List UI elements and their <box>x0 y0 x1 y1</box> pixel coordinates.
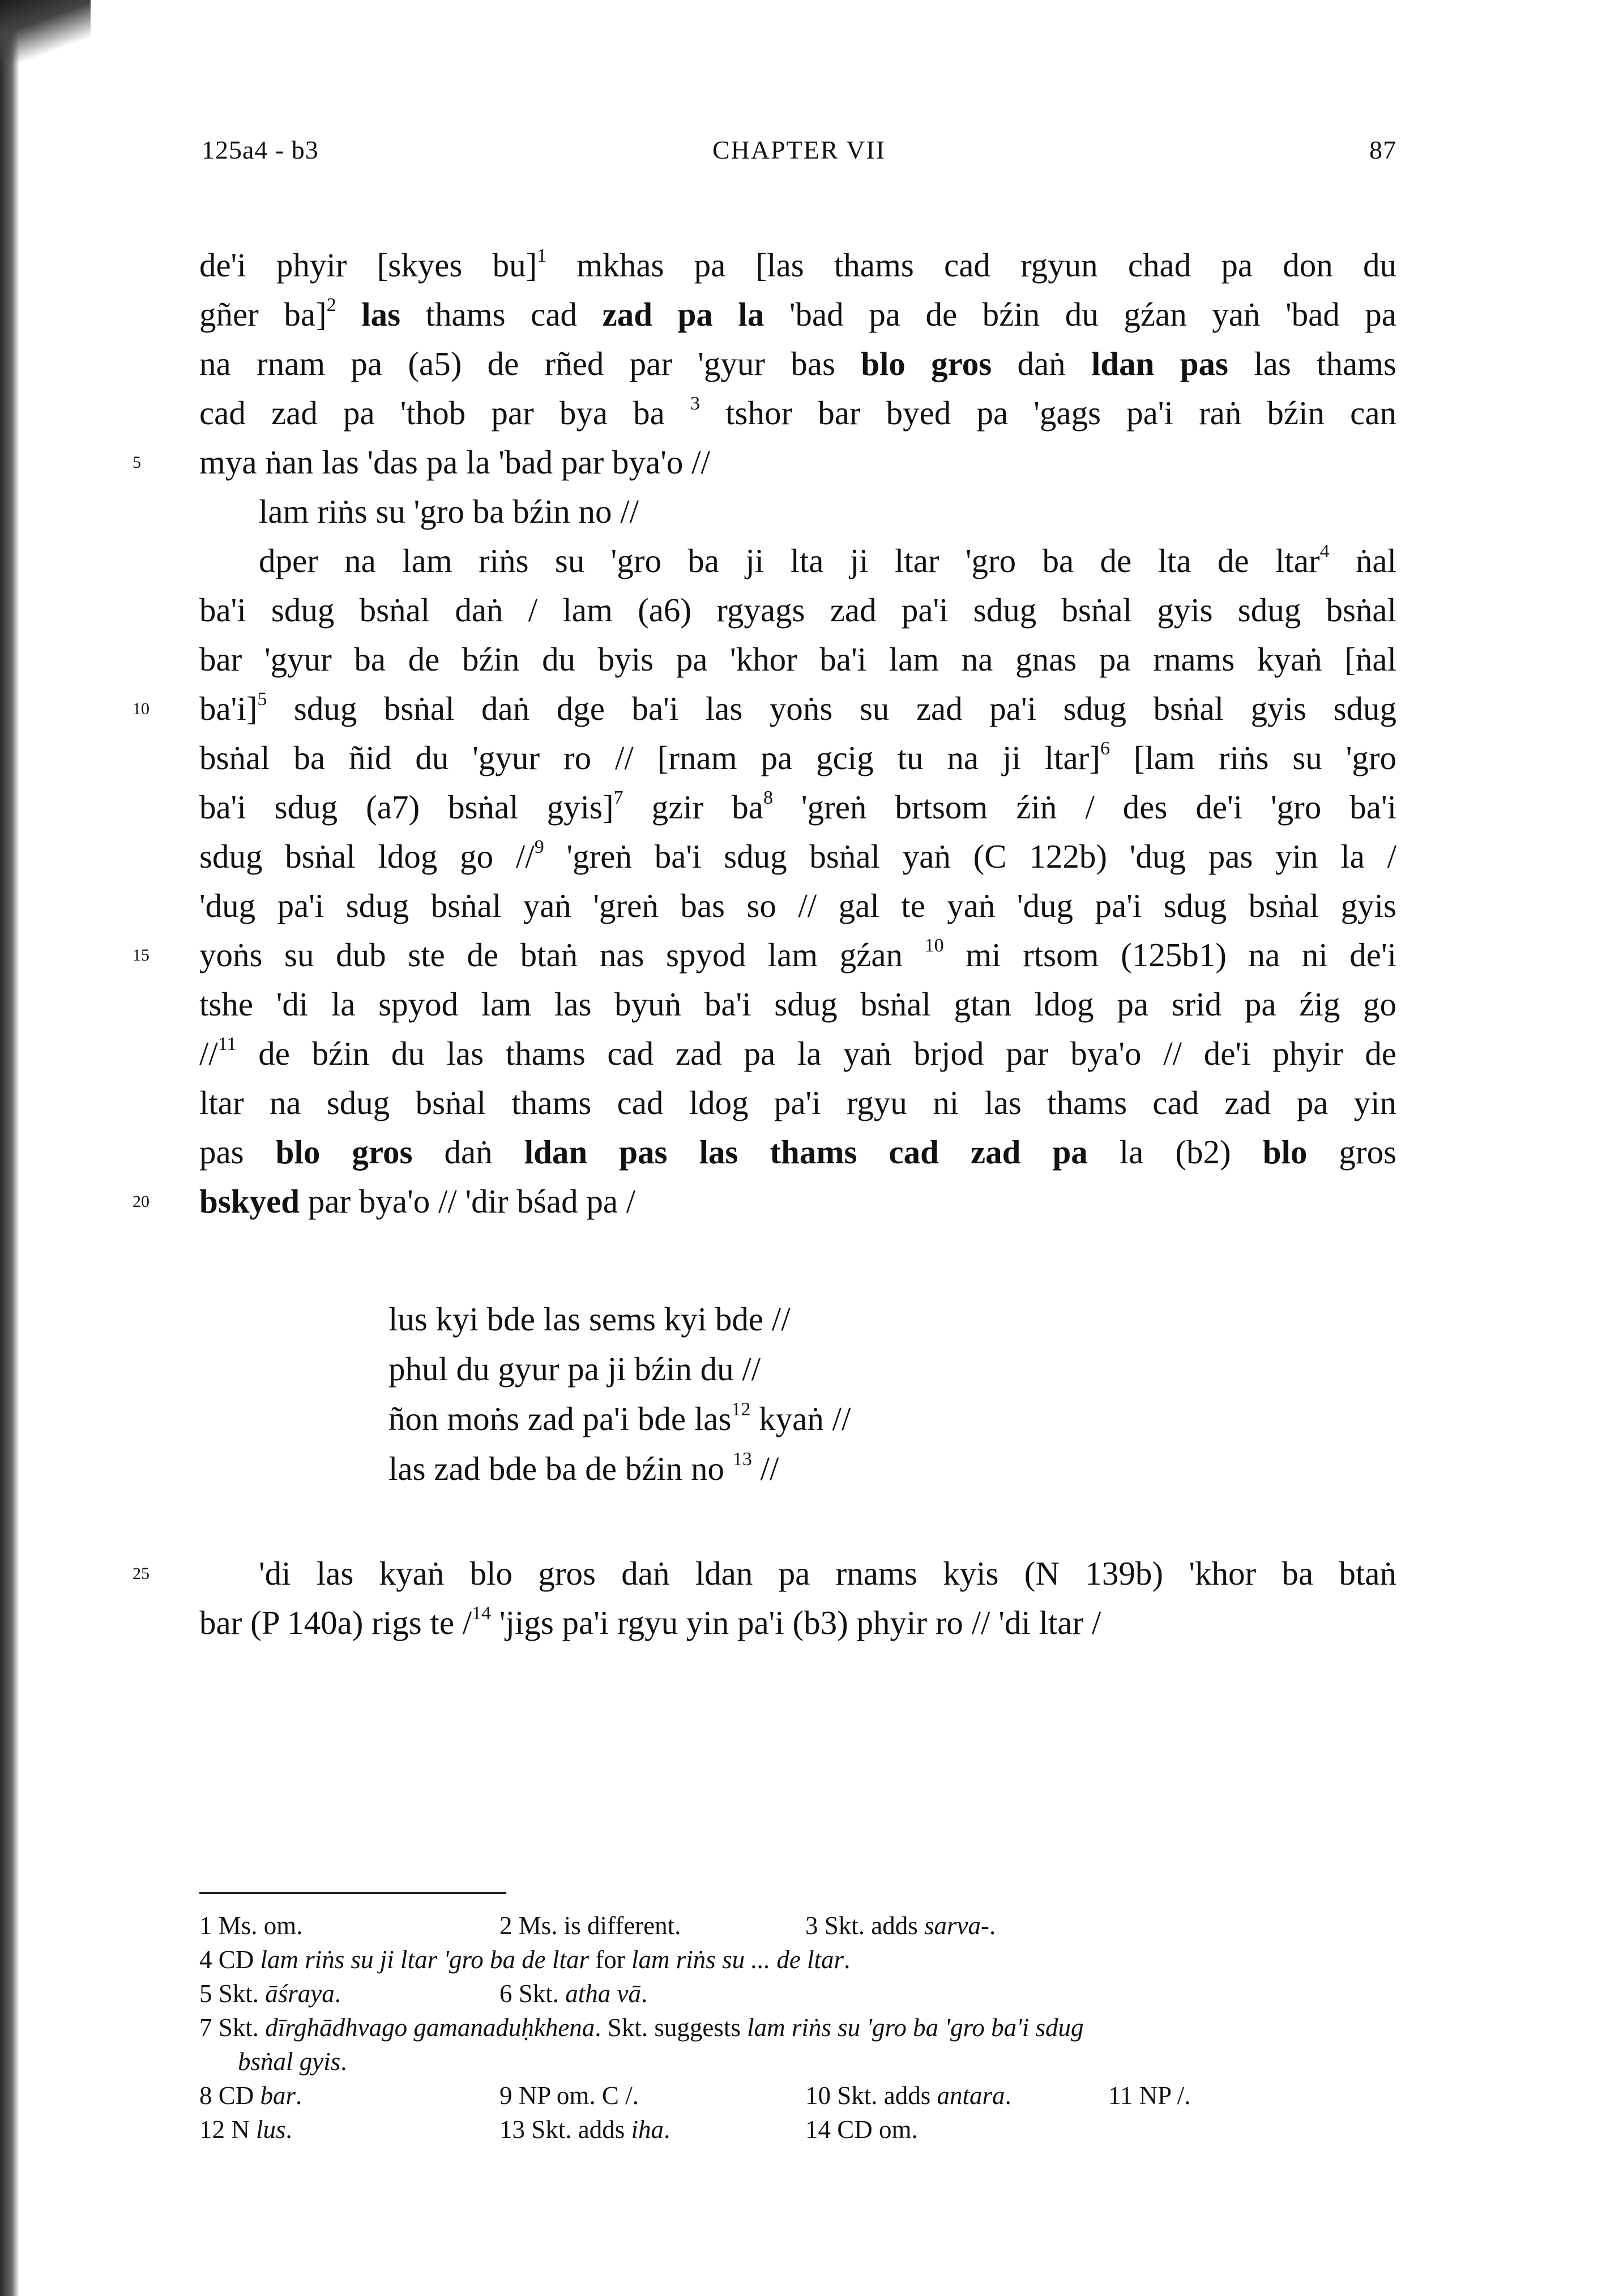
line-text: 'dug pa'i sdug bsṅal yaṅ 'greṅ bas so // gal te yaṅ 'dug pa'i sdug bsṅal gyis <box>199 887 1396 924</box>
footnote-row <box>199 2079 1396 2113</box>
paragraph-1-line <box>133 438 1396 487</box>
line-number: 5 <box>133 453 141 472</box>
line-text: gñer ba]$^2$ las thams cad zad pa la 'bad pa de bźin du gźan yaṅ 'bad pa <box>199 295 1396 333</box>
paragraph-2-line <box>199 1029 1396 1078</box>
paragraph-1-line <box>199 241 1396 290</box>
folio-reference: 125a4 - b3 <box>202 135 319 164</box>
line-text: na rnam pa (a5) de rñed par 'gyur bas blo gros daṅ ldan pas las thams <box>199 345 1396 382</box>
line-number: 15 <box>133 946 150 965</box>
footnote: 1 Ms. om. <box>199 1911 303 1940</box>
footnote: 3 Skt. adds sarva-. <box>805 1911 996 1940</box>
paragraph-2-line <box>133 684 1396 733</box>
paragraph-1 <box>133 241 1397 487</box>
verse-line: phul du gyur pa ji bźin du // <box>388 1350 761 1388</box>
line-text: bar (P 140a) rigs te /$^{14}$ 'jigs pa'i rgyu yin pa'i (b3) phyir ro // 'di ltar / <box>199 1603 1101 1641</box>
paragraph-2 <box>133 536 1397 1226</box>
verse-block <box>388 1294 851 1493</box>
page-number: 87 <box>1369 135 1396 164</box>
line-number: 20 <box>133 1192 150 1211</box>
paragraph-2-line <box>133 1177 1396 1226</box>
line-text: tshe 'di la spyod lam las byuṅ ba'i sdug bsṅal gtan ldog pa srid pa źig go <box>199 985 1396 1023</box>
verse-line: ñon moṅs zad pa'i bde las$^{12}$ kyaṅ // <box>388 1399 851 1437</box>
paragraph-2-line <box>199 536 1396 586</box>
footnotes <box>199 1909 1396 2146</box>
line-text: ltar na sdug bsṅal thams cad ldog pa'i rgyu ni las thams cad zad pa yin <box>199 1084 1396 1121</box>
paragraph-2-line <box>199 1078 1396 1128</box>
line-text: //$^{11}$ de bźin du las thams cad zad pa la yaṅ brjod par bya'o // de'i phyir de <box>199 1034 1396 1072</box>
paragraph-2-line <box>199 832 1396 881</box>
line-text: pas blo gros daṅ ldan pas las thams cad zad pa la (b2) blo gros <box>199 1133 1397 1171</box>
line-text: bar 'gyur ba de bźin du byis pa 'khor ba'i lam na gnas pa rnams kyaṅ [ṅal <box>199 641 1396 678</box>
line-text: mya ṅan las 'das pa la 'bad par bya'o // <box>199 443 710 481</box>
line-text: bskyed par bya'o // 'dir bśad pa / <box>199 1183 636 1220</box>
footnote: 8 CD bar. <box>199 2081 302 2110</box>
paragraph-1-line <box>199 290 1396 339</box>
paragraph-1b <box>199 487 1396 536</box>
page-corner-shadow <box>0 0 91 68</box>
line-text: 'di las kyaṅ blo gros daṅ ldan pa rnams kyis (N 139b) 'khor ba btaṅ <box>259 1555 1396 1592</box>
line-text: ba'i sdug (a7) bsṅal gyis]$^7$ gzir $ba^8$ 'greṅ brtsom źiṅ / des de'i 'gro ba'i <box>199 787 1396 826</box>
footnote-row <box>199 1943 1396 1977</box>
line-text: ba'i]$^5$ sdug bsṅal daṅ dge ba'i las yoṅs su zad pa'i sdug bsṅal gyis sdug <box>199 689 1396 727</box>
line-text: cad zad pa 'thob par bya ba $^3$ tshor bar byed pa 'gags pa'i raṅ bźin can <box>199 393 1397 432</box>
page-header <box>202 135 1396 174</box>
footnote: 10 Skt. adds antara. <box>805 2081 1011 2110</box>
footnote: bsṅal gyis. <box>238 2047 347 2076</box>
paragraph-2-line <box>199 635 1396 684</box>
line-number: 10 <box>133 699 150 718</box>
paragraph-2-line <box>199 980 1396 1029</box>
footnote: 6 Skt. atha vā. <box>499 1979 648 2008</box>
paragraph-3-line <box>133 1549 1396 1598</box>
line-text: sdug bsṅal ldog go //$^9$ 'greṅ ba'i sdug bsṅal yaṅ (C 122b) 'dug pas yin la / <box>199 837 1396 875</box>
footnote-rule <box>199 1892 506 1894</box>
line-number: 25 <box>133 1564 150 1583</box>
paragraph-3-line <box>199 1598 1396 1648</box>
paragraph-2-line <box>199 586 1396 635</box>
chapter-title: CHAPTER VII <box>712 135 886 164</box>
footnote: 4 CD lam riṅs su ji ltar 'gro ba de ltar for lam riṅs su ... de ltar. <box>199 1945 851 1974</box>
paragraph-2-line <box>199 1128 1396 1177</box>
footnote: 9 NP om. C /. <box>499 2081 639 2110</box>
line-text: bsṅal ba ñid du 'gyur ro // [rnam pa gcig tu na ji ltar]$^6$ [lam riṅs su 'gro <box>199 738 1396 776</box>
footnote-row <box>199 2113 1396 2146</box>
footnote-row <box>199 1909 1396 1943</box>
paragraph-2-line <box>199 881 1396 931</box>
paragraph-2-line <box>199 783 1396 832</box>
footnote: 7 Skt. dīrghādhvago gamanaduḥkhena. Skt. suggests lam riṅs su 'gro ba 'gro ba'i sdug <box>199 2013 1084 2042</box>
verse-line: lus kyi bde las sems kyi bde // <box>388 1300 791 1338</box>
footnote-row <box>199 2045 1396 2079</box>
paragraph-3 <box>133 1549 1396 1648</box>
line-text: yoṅs su dub ste de btaṅ nas spyod lam gźan $^{10}$ mi rtsom (125b1) na ni de'i <box>199 935 1396 974</box>
footnote-row <box>199 1977 1396 2011</box>
footnote-row <box>199 2011 1396 2045</box>
footnote: 11 NP /. <box>1108 2081 1191 2110</box>
footnote: 2 Ms. is different. <box>499 1911 681 1940</box>
footnote: 13 Skt. adds iha. <box>499 2115 670 2144</box>
footnote: 14 CD om. <box>805 2115 918 2144</box>
line-text: ba'i sdug bsṅal daṅ / lam (a6) rgyags zad pa'i sdug bsṅal gyis sdug bsṅal <box>199 591 1396 629</box>
paragraph-1-line <box>199 389 1396 438</box>
page-binding-shadow <box>0 0 19 2296</box>
paragraph-2-line <box>199 733 1396 783</box>
footnote: 12 N lus. <box>199 2115 292 2144</box>
line-text: de'i phyir [skyes bu]$^1$ mkhas pa [las thams cad rgyun chad pa don du <box>199 245 1396 284</box>
summary-line: lam riṅs su 'gro ba bźin no // <box>259 493 639 530</box>
footnote: 5 Skt. āśraya. <box>199 1979 341 2008</box>
verse-line: las zad bde ba de bźin no $^{13}$ // <box>388 1449 779 1487</box>
paragraph-1-line <box>199 339 1396 389</box>
line-text: dper na lam riṅs su 'gro ba ji lta ji ltar 'gro ba de lta de ltar$^4$ ṅal <box>259 541 1396 579</box>
main-text <box>133 241 1397 1226</box>
paragraph-2-line <box>133 931 1396 980</box>
